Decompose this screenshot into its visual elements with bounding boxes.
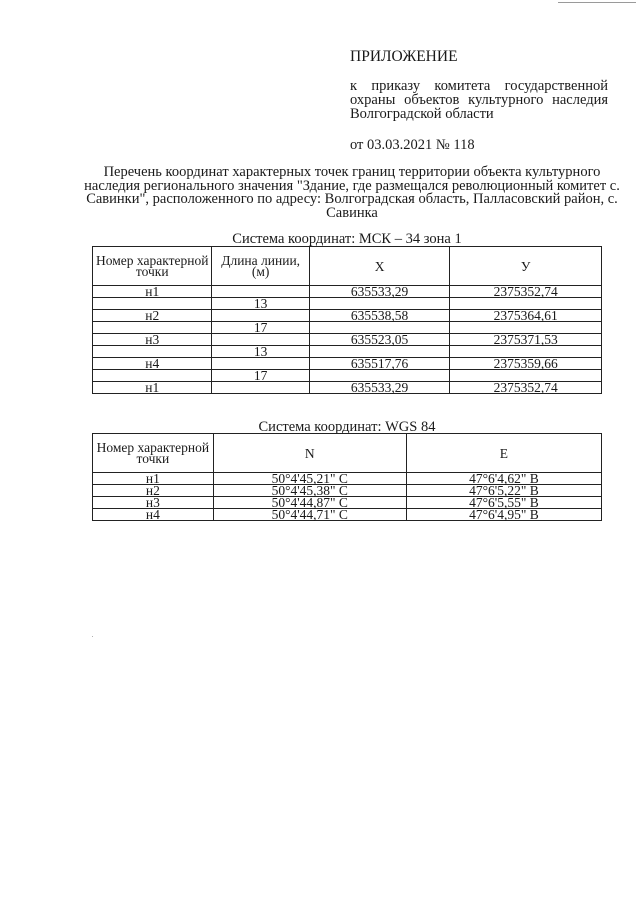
appendix-block bbox=[350, 50, 608, 152]
wgs-point-name: н4 bbox=[93, 509, 214, 521]
msk-point-row bbox=[93, 334, 602, 346]
msk-coordinates-table bbox=[92, 246, 602, 394]
wgs-longitude: 47°6'4,95" В bbox=[406, 509, 601, 521]
wgs-point-name: н3 bbox=[93, 497, 214, 509]
msk-header-y: У bbox=[450, 247, 602, 286]
msk-header-point: Номер характерной точки bbox=[93, 247, 212, 286]
wgs-latitude: 50°4'44,71" С bbox=[213, 509, 406, 521]
msk-point-x: 635517,76 bbox=[309, 358, 450, 370]
appendix-date: от 03.03.2021 № 118 bbox=[350, 137, 475, 153]
msk-point-y: 2375371,53 bbox=[450, 334, 602, 346]
msk-point-y: 2375359,66 bbox=[450, 358, 602, 370]
appendix-title: ПРИЛОЖЕНИЕ bbox=[350, 48, 458, 65]
wgs-caption: Система координат: WGS 84 bbox=[258, 419, 436, 435]
msk-header-length: Длина линии, (м) bbox=[212, 247, 309, 286]
scan-dot bbox=[92, 636, 93, 637]
msk-line-length: 17 bbox=[212, 322, 309, 334]
msk-point-row bbox=[93, 358, 602, 370]
msk-point-x: 635523,05 bbox=[309, 334, 450, 346]
wgs-header-row bbox=[93, 434, 602, 473]
wgs-point-name: н1 bbox=[93, 473, 214, 485]
wgs-latitude: 50°4'44,87" С bbox=[213, 497, 406, 509]
wgs-longitude: 47°6'5,55" В bbox=[406, 497, 601, 509]
msk-caption: Система координат: МСК – 34 зона 1 bbox=[232, 231, 462, 247]
msk-point-y: 2375364,61 bbox=[450, 310, 602, 322]
msk-length-empty bbox=[212, 382, 309, 394]
msk-point-name: н1 bbox=[93, 382, 212, 394]
msk-point-name: н2 bbox=[93, 310, 212, 322]
msk-point-row bbox=[93, 286, 602, 298]
msk-point-row bbox=[93, 382, 602, 394]
msk-header-x: X bbox=[309, 247, 450, 286]
msk-point-row bbox=[93, 310, 602, 322]
wgs-coordinates-table bbox=[92, 433, 602, 521]
msk-header-row bbox=[93, 247, 602, 286]
msk-point-name: н3 bbox=[93, 334, 212, 346]
wgs-header-n: N bbox=[213, 434, 406, 473]
msk-point-x: 635533,29 bbox=[309, 382, 450, 394]
msk-point-x: 635538,58 bbox=[309, 310, 450, 322]
wgs-longitude: 47°6'4,62" В bbox=[406, 473, 601, 485]
msk-point-x: 635533,29 bbox=[309, 286, 450, 298]
document-heading: Перечень координат характерных точек границ территории объекта культурного наследия регионального значения "Здание, где размещался революционный комитет с. Савинки", расположенного по адресу: Волгоградская область, Палласовский район, с. Савинка bbox=[84, 164, 620, 221]
msk-point-y: 2375352,74 bbox=[450, 286, 602, 298]
msk-line-length: 13 bbox=[212, 346, 309, 358]
wgs-header-e: E bbox=[406, 434, 601, 473]
wgs-row bbox=[93, 509, 602, 521]
msk-point-name: н1 bbox=[93, 286, 212, 298]
wgs-point-name: н2 bbox=[93, 485, 214, 497]
scan-corner-mark bbox=[558, 2, 636, 3]
wgs-longitude: 47°6'5,22" В bbox=[406, 485, 601, 497]
msk-point-name: н4 bbox=[93, 358, 212, 370]
wgs-latitude: 50°4'45,38" С bbox=[213, 485, 406, 497]
msk-line-length: 13 bbox=[212, 298, 309, 310]
wgs-latitude: 50°4'45,21" С bbox=[213, 473, 406, 485]
wgs-header-point: Номер характерной точки bbox=[93, 434, 214, 473]
appendix-body: к приказу комитета государственной охраны объектов культурного наследия Волгоградской области bbox=[350, 78, 608, 122]
msk-line-length: 17 bbox=[212, 370, 309, 382]
msk-point-y: 2375352,74 bbox=[450, 382, 602, 394]
